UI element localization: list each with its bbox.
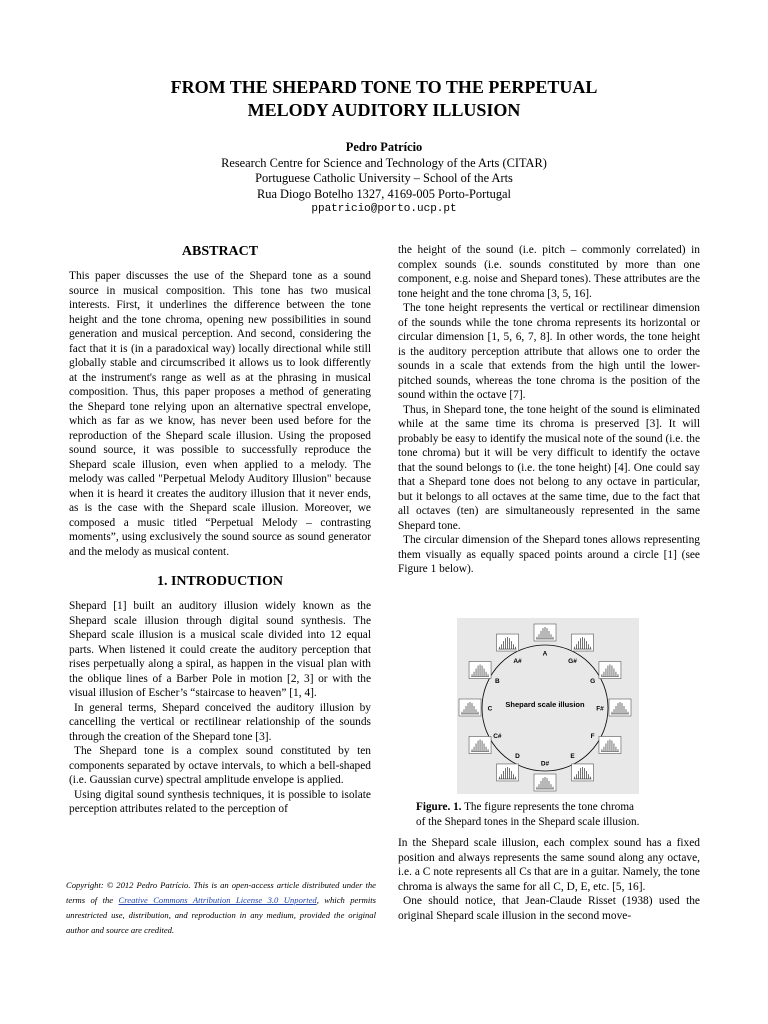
body-paragraph: the height of the sound (i.e. pitch – commonly correlated) in complex sounds (i.e. sounds constituted by more than one component, e.g. noise and Shepard tones). These attributes are the tone height and the tone chroma [3, 5, 16]. — [398, 244, 700, 300]
note-label: C — [487, 705, 493, 713]
body-paragraph: The circular dimension of the Shepard tones allows representing them visually as equally spaced points around a circle [1] (see Figure 1 below). — [398, 534, 700, 575]
caption-label: Figure. 1. — [416, 801, 462, 813]
body-paragraph: One should notice, that Jean-Claude Risset (1938) used the original Shepard scale illusion in the second move- — [398, 895, 700, 922]
note-label: B — [495, 678, 500, 685]
right-column-lower — [398, 836, 700, 923]
spectrum-box — [497, 764, 519, 781]
abstract-text: This paper discusses the use of the Shepard tone as a sound source in musical composition. This tone has two musical interests. First, it underlines the difference between the tone height and the tone chroma, opening new possibilities in sound generation and musical perception. And second, considering the fact that it is (in a paradoxical way) locally directional while still globally stable and circumscribed it allows us to look differently at the instrument's range as well as at the phrasing in musical composition. Thus, this paper proposes a method of generating the Shepard tone relying upon an alternative spectral envelope, which as far as we know, has never been used before for the reproduction of the Shepard scale illusion. Using the proposed sound source, it was possible to successfully reproduce the Shepard scale illusion, even when applied to a melody. The melody was called "Perpetual Melody Auditory Illusion" because when it is heard it creates the auditory illusion that it never ends, as is the case with the Shepard scale illusion. Moreover, we composed a music titled “Perpetual Melody – contrasting moments”, using exclusively the sound source as sound generator and the melody as musical content. — [69, 270, 371, 558]
figure-caption — [416, 800, 686, 830]
note-label: G — [590, 678, 596, 685]
spectrum-box — [459, 699, 481, 716]
author-block — [0, 140, 768, 218]
spectrum-box — [609, 699, 631, 716]
body-paragraph: In the Shepard scale illusion, each complex sound has a fixed position and always represents the same sound along any octave, i.e. a C note represents all Cs that are in a guitar. Namely, the tone chroma is always the same for all C, D, E, etc. [5, 16]. — [398, 837, 700, 893]
note-label: D# — [540, 760, 550, 768]
affiliation-1: Research Centre for Science and Technology of the Arts (CITAR) — [221, 155, 547, 170]
figure-1 — [457, 618, 639, 794]
note-label: D — [515, 753, 520, 761]
body-paragraph: The tone height represents the vertical or rectilinear dimension of the sounds while the tone chroma represents its horizontal or circular dimension [1, 5, 6, 7, 8]. In other words, the tone height is the auditory perception attribute that allows one to order the sounds in a scale that extends from the high until the lower-pitched sounds, whereas the tone chroma is the position of the sound within the octave [7]. — [398, 302, 700, 401]
caption-text-1: The figure represents the tone chroma — [464, 801, 635, 813]
spectrum-box — [599, 662, 621, 679]
spectrum-box — [599, 737, 621, 754]
spectrum-box — [572, 764, 594, 781]
spectrum-box — [469, 662, 491, 679]
shepard-circle-diagram — [457, 618, 639, 794]
note-label: F# — [596, 705, 604, 713]
note-label: F — [590, 733, 595, 740]
note-label: E — [570, 753, 575, 761]
author-name: Pedro Patrício — [345, 140, 423, 154]
left-column — [69, 243, 371, 817]
caption-text-2: of the Shepard tones in the Shepard scale illusion. — [416, 816, 640, 828]
intro-paragraph: Using digital sound synthesis techniques, it is possible to isolate perception attributes related to the perception of — [69, 788, 371, 815]
introduction-heading: 1. INTRODUCTION — [156, 574, 283, 589]
center-label: Shepard scale illusion — [505, 700, 585, 709]
title-line-2: MELODY AUDITORY ILLUSION — [247, 100, 521, 120]
note-label: G# — [568, 657, 577, 665]
note-label: C# — [493, 733, 502, 740]
intro-paragraph: Shepard [1] built an auditory illusion widely known as the Shepard scale illusion through digital sound synthesis. The Shepard scale illusion is a musical scale divided into 12 equal parts. When listened it could create the auditory perception that rises perpetually along a spiral, as happen in the visual plan with the oblique lines of a Barber Pole in motion [2, 3] or with the visual illusion of Escher’s “staircase to heaven” [1, 4]. — [69, 600, 371, 699]
intro-paragraph: The Shepard tone is a complex sound constituted by ten components separated by octave intervals, to which a bell-shaped (i.e. Gaussian curve) spectral amplitude envelope is applied. — [69, 745, 371, 786]
body-paragraph: Thus, in Shepard tone, the tone height of the sound is eliminated while at the same time its chroma is preserved [3]. It will probably be easy to identify the musical note of the sound (i.e. the tone chroma) but it will be very difficult to identify the octave that the sound belongs to (i.e. the tone height) [4]. One could say that a Shepard tone does not belong to any octave in particular, but it belongs to all octaves at the same time, due to the fact that all octaves (ten) are simultaneously represented in the same Shepard tone. — [398, 403, 700, 532]
intro-paragraph: In general terms, Shepard conceived the auditory illusion by cancelling the vertical or rectilinear relationship of the sounds through the creation of the Shepard tone [3]. — [69, 701, 371, 743]
right-column — [398, 243, 700, 577]
copyright-suffix: , which permits unrestricted use, distribution, and reproduction in any medium, provided the original author and source are credited. — [66, 895, 376, 935]
spectrum-box — [534, 624, 556, 641]
abstract-heading: ABSTRACT — [181, 244, 259, 259]
spectrum-box — [469, 737, 491, 754]
title-line-1: FROM THE SHEPARD TONE TO THE PERPETUAL — [170, 77, 598, 97]
note-label: A — [542, 650, 548, 658]
spectrum-box — [534, 774, 556, 791]
address: Rua Diogo Botelho 1327, 4169-005 Porto-Portugal — [257, 186, 511, 201]
affiliation-2: Portuguese Catholic University – School of the Arts — [255, 171, 513, 185]
email: ppatricio@porto.ucp.pt — [311, 203, 457, 215]
note-label: A# — [513, 657, 522, 665]
license-link[interactable]: Creative Commons Attribution License 3.0 Unported — [118, 895, 317, 905]
paper-title — [0, 76, 768, 122]
copyright-prefix: Copyright: © 2012 Pedro Patrício. This is an open-access article distributed under the terms of the — [66, 880, 376, 905]
spectrum-box — [572, 634, 594, 651]
copyright-notice — [66, 878, 376, 938]
spectrum-box — [497, 634, 519, 651]
